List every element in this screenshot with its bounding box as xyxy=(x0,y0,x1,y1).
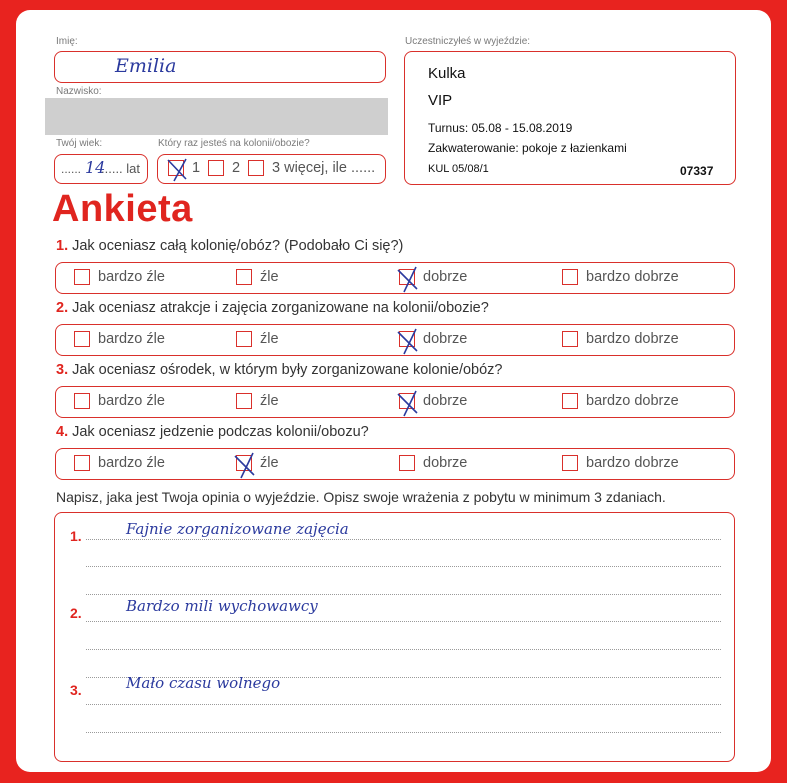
visit-checkbox-1[interactable] xyxy=(168,160,184,176)
visit-option-1-label: 1 xyxy=(192,160,201,176)
visit-option-3[interactable] xyxy=(248,160,375,176)
answer-option[interactable] xyxy=(236,393,279,409)
trip-type: VIP xyxy=(428,92,453,109)
surname-redacted xyxy=(45,98,388,135)
question-text: Jak oceniasz jedzenie podczas kolonii/obozu? xyxy=(72,424,369,440)
opinion-prompt: Napisz, jaka jest Twoja opinia o wyjeździe. Opisz swoje wrażenia z pobytu w minimum 3 zdaniach. xyxy=(56,489,666,505)
question-number: 4. xyxy=(56,424,69,440)
answer-checkbox[interactable] xyxy=(399,331,415,347)
answer-option[interactable] xyxy=(236,455,279,471)
writing-line xyxy=(86,566,721,567)
answer-option-label: dobrze xyxy=(423,331,468,347)
name-label: Imię: xyxy=(56,36,78,47)
visit-field xyxy=(157,154,386,184)
name-field[interactable] xyxy=(54,51,386,83)
writing-line xyxy=(86,649,721,650)
answer-checkbox[interactable] xyxy=(236,455,252,471)
answer-checkbox[interactable] xyxy=(236,331,252,347)
writing-line xyxy=(86,704,721,705)
surname-label: Nazwisko: xyxy=(56,86,102,97)
answer-option-label: bardzo dobrze xyxy=(586,269,679,285)
answer-option-label: bardzo dobrze xyxy=(586,393,679,409)
answer-option[interactable] xyxy=(399,269,467,285)
checkmark-icon xyxy=(397,266,419,292)
answer-option[interactable] xyxy=(74,269,165,285)
question-number: 3. xyxy=(56,362,69,378)
trip-code: KUL 05/08/1 xyxy=(428,163,489,175)
answer-option[interactable] xyxy=(236,269,279,285)
answer-option-label: dobrze xyxy=(423,393,468,409)
answer-option[interactable] xyxy=(562,393,679,409)
opinion-number: 1. xyxy=(70,528,82,544)
answer-checkbox[interactable] xyxy=(399,393,415,409)
checkmark-icon xyxy=(397,328,419,354)
answer-checkbox[interactable] xyxy=(562,269,578,285)
answer-option-label: bardzo dobrze xyxy=(586,455,679,471)
age-label: Twój wiek: xyxy=(56,138,103,149)
opinion-text: Bardzo mili wychowawcy xyxy=(126,597,318,615)
answer-option-label: bardzo dobrze xyxy=(586,331,679,347)
answer-option[interactable] xyxy=(236,331,279,347)
age-value: 14 xyxy=(85,158,106,177)
question-2 xyxy=(56,300,489,316)
answer-checkbox[interactable] xyxy=(399,269,415,285)
question-number: 1. xyxy=(56,238,69,254)
answer-option[interactable] xyxy=(562,331,679,347)
answer-option-label: dobrze xyxy=(423,455,468,471)
opinion-number: 3. xyxy=(70,682,82,698)
answer-checkbox[interactable] xyxy=(236,269,252,285)
answer-checkbox[interactable] xyxy=(236,393,252,409)
answer-option-label: dobrze xyxy=(423,269,468,285)
trip-turnus: Turnus: 05.08 - 15.08.2019 xyxy=(428,121,573,135)
question-text: Jak oceniasz atrakcje i zajęcia zorganizowane na kolonii/obozie? xyxy=(72,300,489,316)
checkmark-icon xyxy=(234,452,256,478)
question-3 xyxy=(56,362,502,378)
question-number: 2. xyxy=(56,300,69,316)
writing-line xyxy=(86,621,721,622)
checkmark-icon xyxy=(166,157,188,181)
writing-line xyxy=(86,539,721,540)
answer-option[interactable] xyxy=(399,331,467,347)
answer-option[interactable] xyxy=(74,331,165,347)
visit-option-1[interactable] xyxy=(168,160,200,176)
writing-line xyxy=(86,732,721,733)
question-4 xyxy=(56,424,369,440)
answer-checkbox[interactable] xyxy=(562,455,578,471)
answer-checkbox[interactable] xyxy=(562,393,578,409)
answer-option-label: bardzo źle xyxy=(98,455,165,471)
trip-number: 07337 xyxy=(680,164,714,178)
age-suffix: ...... lat xyxy=(101,161,141,176)
name-value: Emilia xyxy=(115,55,177,77)
checkmark-icon xyxy=(397,390,419,416)
question-text: Jak oceniasz całą kolonię/obóz? (Podobało Ci się?) xyxy=(72,238,404,254)
trip-accommodation: Zakwaterowanie: pokoje z łazienkami xyxy=(428,141,627,155)
answer-option-label: źle xyxy=(260,331,279,347)
answer-row-4 xyxy=(55,448,735,480)
age-field[interactable] xyxy=(54,154,148,184)
answer-option[interactable] xyxy=(74,393,165,409)
answer-checkbox[interactable] xyxy=(74,269,90,285)
answer-option[interactable] xyxy=(562,455,679,471)
visit-checkbox-2[interactable] xyxy=(208,160,224,176)
opinion-number: 2. xyxy=(70,605,82,621)
answer-checkbox[interactable] xyxy=(74,455,90,471)
answer-checkbox[interactable] xyxy=(562,331,578,347)
trip-name: Kulka xyxy=(428,65,466,82)
answer-checkbox[interactable] xyxy=(74,393,90,409)
answer-checkbox[interactable] xyxy=(399,455,415,471)
answer-option[interactable] xyxy=(399,393,467,409)
opinion-box[interactable] xyxy=(54,512,735,762)
answer-option-label: bardzo źle xyxy=(98,269,165,285)
answer-option-label: źle xyxy=(260,393,279,409)
answer-row-2 xyxy=(55,324,735,356)
answer-row-3 xyxy=(55,386,735,418)
question-text: Jak oceniasz ośrodek, w którym były zorganizowane kolonie/obóz? xyxy=(72,362,503,378)
answer-option-label: bardzo źle xyxy=(98,393,165,409)
visit-checkbox-3[interactable] xyxy=(248,160,264,176)
visit-option-3-label: 3 więcej, ile ...... xyxy=(272,160,376,176)
age-prefix: ...... xyxy=(61,162,82,176)
answer-option-label: źle xyxy=(260,269,279,285)
answer-checkbox[interactable] xyxy=(74,331,90,347)
participant-label: Uczestniczyłeś w wyjeździe: xyxy=(405,36,531,47)
answer-option[interactable] xyxy=(399,455,467,471)
visit-option-2-label: 2 xyxy=(232,160,241,176)
question-1 xyxy=(56,238,403,254)
opinion-text: Fajnie zorganizowane zajęcia xyxy=(126,520,349,538)
visit-option-2[interactable] xyxy=(208,160,240,176)
answer-option-label: bardzo źle xyxy=(98,331,165,347)
answer-row-1 xyxy=(55,262,735,294)
visit-label: Który raz jesteś na kolonii/obozie? xyxy=(158,138,310,149)
survey-title: Ankieta xyxy=(52,188,193,230)
opinion-text: Mało czasu wolnego xyxy=(126,674,281,692)
answer-option[interactable] xyxy=(74,455,165,471)
writing-line xyxy=(86,594,721,595)
answer-option[interactable] xyxy=(562,269,679,285)
answer-option-label: źle xyxy=(260,455,279,471)
